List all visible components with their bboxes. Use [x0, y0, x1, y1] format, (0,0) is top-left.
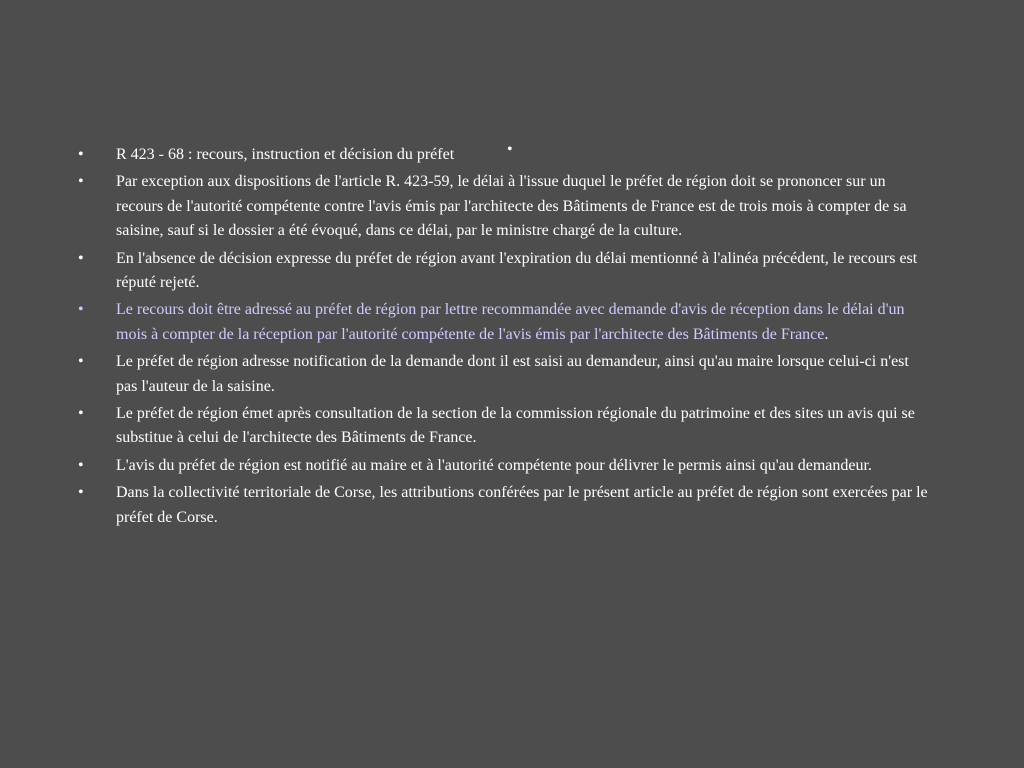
bullet-icon: • [78, 484, 84, 502]
stray-bullet-mark: • [507, 141, 513, 158]
bullet-text: L'avis du préfet de région est notifié au maire et à l'autorité compétente pour délivrer le permis ainsi qu'au demandeur. [116, 456, 872, 474]
bullet-item-corse [78, 481, 928, 530]
bullet-icon: • [78, 249, 84, 267]
bullet-item-notification [78, 350, 928, 399]
bullet-icon: • [78, 146, 84, 163]
bullet-icon: • [78, 301, 84, 319]
bullet-icon: • [78, 405, 84, 423]
bullet-item-recours [78, 298, 928, 347]
bullet-icon: • [78, 456, 84, 474]
bullet-icon: • [78, 173, 84, 191]
bullet-text: Le recours doit être adressé au préfet de région par lettre recommandée avec demande d'avis de réception dans le délai d'un mois à compter de la réception par l'autorité compétente de l'avis émis par l'architecte des Bâtiments de France [116, 301, 905, 343]
bullet-item-notifie [78, 454, 928, 478]
bullet-item-exception [78, 170, 928, 243]
bullet-item-avis-region [78, 402, 928, 451]
bullet-icon: • [78, 353, 84, 371]
bullet-text: Le préfet de région émet après consultation de la section de la commission régionale du patrimoine et des sites un avis qui se substitue à celui de l'architecte des Bâtiments de France. [116, 405, 915, 447]
bullet-item-absence [78, 247, 928, 296]
bullet-text: R 423 - 68 : recours, instruction et décision du préfet [116, 146, 455, 163]
bullet-list [78, 143, 928, 533]
bullet-text: Par exception aux dispositions de l'article R. 423-59, le délai à l'issue duquel le préfet de région doit se prononcer sur un recours de l'autorité compétente contre l'avis émis par l'architecte des Bâtiments de France est de trois mois à compter de sa saisine, sauf si le dossier a été évoqué, dans ce délai, par le ministre chargé de la culture. [116, 173, 907, 240]
bullet-text: En l'absence de décision expresse du préfet de région avant l'expiration du délai mentionné à l'alinéa précédent, le recours est réputé rejeté. [116, 249, 918, 292]
bullet-text: Le préfet de région adresse notification de la demande dont il est saisi au demandeur, ainsi qu'au maire lorsque celui-ci n'est pas l'auteur de la saisine. [116, 353, 909, 395]
bullet-item-title [78, 143, 928, 167]
bullet-text-suffix: . [824, 325, 829, 343]
bullet-text: Dans la collectivité territoriale de Corse, les attributions conférées par le présent article au préfet de région sont exercées par le préfet de Corse. [116, 484, 928, 526]
